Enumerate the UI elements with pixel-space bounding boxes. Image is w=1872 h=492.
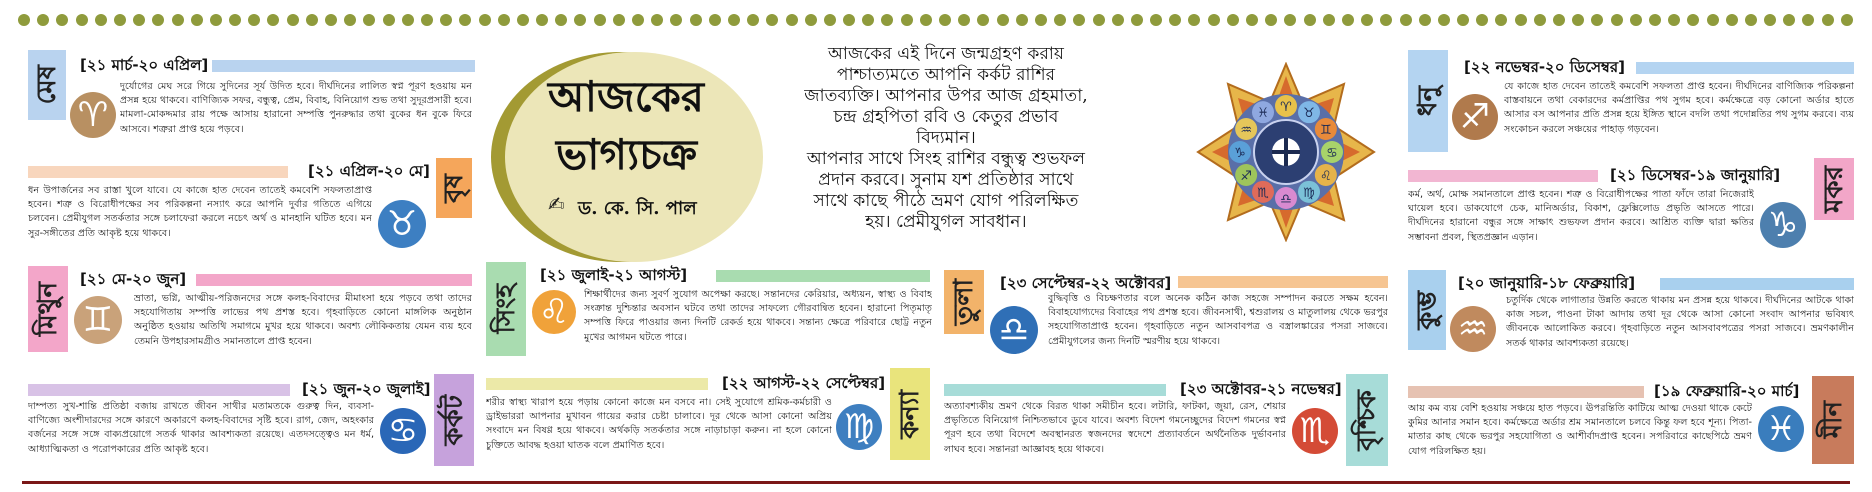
border-dot [1323, 14, 1335, 26]
border-dot [1227, 14, 1239, 26]
border-dot [670, 14, 682, 26]
wheel-sign-glyph: ♏ [1257, 185, 1269, 201]
sign-tag-brishchik: বৃশ্চিক [1346, 374, 1388, 466]
date-range: [২৩ সেপ্টেম্বর-২২ অক্টোবর] [996, 272, 1175, 297]
date-range: [২১ জুন-২০ জুলাই] [298, 378, 435, 403]
border-dot [306, 14, 318, 26]
pisces-icon: ♓ [1758, 406, 1804, 452]
wheel-sign-glyph: ♈ [1280, 100, 1292, 115]
sagittarius-icon: ♐ [1452, 94, 1498, 140]
border-dot [1035, 14, 1047, 26]
border-dot [651, 14, 663, 26]
sign-text: ভ্রাতা, ভগ্নি, আত্মীয়-পরিজনদের সঙ্গে কলহ-বিবাদের মীমাংসা হয়ে পড়বে তথা তাদের সহযোগিতায় সম্পত্তি লাভের পথ প্রশস্ত হবে। গৃহবাড়িতে কোনো মাঙ্গলিক অনুষ্ঠান অনুষ্ঠিত হওয়ায় অতিথি সমাগমে মুখর হয়ে থাকবে। অবশ্য লৌকিকতায় যেমন ব্যয় হবে তেমনি উপহারসামগ্রীও সমানতালে প্রাপ্ত হবেন। [134, 293, 472, 347]
border-dot [613, 14, 625, 26]
border-dot [786, 14, 798, 26]
border-dot [1783, 14, 1795, 26]
border-dot [939, 14, 951, 26]
sign-tag-makar: মকর [1814, 158, 1854, 220]
color-bar [716, 270, 930, 282]
date-range: [২১ মার্চ-২০ এপ্রিল] [76, 54, 212, 79]
date-range: [১৯ ফেব্রুয়ারি-২০ মার্চ] [1650, 380, 1803, 405]
aquarius-icon: ♒ [1450, 306, 1496, 352]
virgo-icon: ♍ [836, 404, 882, 450]
border-dot [267, 14, 279, 26]
intro-line: পাশ্চাত্যমতে আপনি কর্কট রাশির [836, 65, 1056, 85]
border-dot [1630, 14, 1642, 26]
sign-text: বুদ্ধিবৃত্তি ও বিচক্ষণতার বলে অনেক কঠিন কাজ সহজে সম্পাদন করতে সক্ষম হবেন। বিবাহযোগ্যদের বিবাহের পথ প্রশস্ত হবে। জীবনসাথী, শ্বশুরালয় ও মাতুলালয় থেকে ভরপুর সহযোগিতাপ্রাপ্ত হবেন। গৃহবাড়িতে নতুন আসবাবপত্র ও বস্ত্রালঙ্কারের পসরা সাজবে। প্রেমীযুগলের জন্য দিনটি স্মরণীয় হয়ে থাকবে। [1048, 293, 1388, 347]
border-dot [383, 14, 395, 26]
border-dot [1131, 14, 1143, 26]
gemini-icon: ♊ [74, 296, 122, 344]
border-dot [56, 14, 68, 26]
wheel-sign-glyph: ♎ [1280, 192, 1292, 207]
border-dot [402, 14, 414, 26]
border-dot [114, 14, 126, 26]
wheel-sign-glyph: ♓ [1257, 106, 1269, 122]
sign-tag-mithun: মিথুন [28, 266, 68, 352]
wheel-sign-glyph: ♉ [1303, 106, 1315, 122]
border-dot [1208, 14, 1220, 26]
border-dot [574, 14, 586, 26]
color-bar [28, 166, 288, 178]
border-dot [1054, 14, 1066, 26]
border-dot [1188, 14, 1200, 26]
border-dot [1016, 14, 1028, 26]
border-dot [709, 14, 721, 26]
border-dot [1591, 14, 1603, 26]
sign-text: চতুর্দিক থেকে লাগাতার উন্নতি করতে থাকায় মন প্রসন্ন হয়ে থাকবে। দীর্ঘদিনের আটকে থাকা কাজ সচল, পাওনা টাকা আদায় তথা দূর থেকে আসা কোনো সংবাদ আপনার ভবিষ্যৎ জীবনকে আলোকিত করবে। গৃহবাড়িতে নতুন আসবাবপত্রের পসরা সাজবে। ভ্রমণকালীন সতর্ক থাকার আবশ্যকতা রয়েছে। [1506, 295, 1854, 349]
wheel-sign-glyph: ♑ [1234, 146, 1246, 161]
wheel-sign-glyph: ♐ [1240, 169, 1252, 184]
border-dot [1726, 14, 1738, 26]
border-dot [690, 14, 702, 26]
border-dot [1572, 14, 1584, 26]
page-title: আজকের [548, 72, 704, 121]
sign-tag-kumbha: কুম্ভ [1408, 270, 1446, 350]
sign-text: যে কাজে হাত দেবেন তাতেই কমবেশি সফলতা প্রাপ্ত হবেন। দীর্ঘদিনের বাণিজ্যিক পরিকল্পনা বাস্তবায়নে তথা বেকারদের কর্মপ্রাপ্তির পথ সুগম হবে। কর্মক্ষেত্রে বড় কোনো অর্ডার হাতে আসার বস আপনার প্রতি প্রসন্ন হয়ে ইঙ্গিত স্থানে বদলি তথা পদোন্নতির পথ সুগম করবে। ব্যয় সংকোচন করলে সঞ্চয়ের পাহাড় গড়বেন। [1504, 81, 1854, 135]
intro-line: জাতব্যক্তি। আপনার উপর আজ গ্রহমাতা, [804, 86, 1088, 106]
border-dot [728, 14, 740, 26]
sign-text: অত্যাবশ্যকীয় ভ্রমণ থেকে বিরত থাকা সমীচীন হবে। লটারি, ফাটকা, জুয়া, রেস, শেয়ার প্রভৃতিতে বিনিয়োগ নিশ্চিতভাবে ডুবে যাবে। অবশ্য বিদেশ গমনেচ্ছুদের বিদেশ গমনের স্বপ্ন পূরণ হবে তথা বিদেশে অবস্থানরত স্বজনদের স্বদেশে প্রত্যাবর্তনে অর্থনৈতিক দুর্ভাবনার লাঘব হবে। সন্তানরা আজ্ঞাবহ হয়ে থাকবে। [944, 401, 1286, 455]
border-dot [1841, 14, 1853, 26]
border-dot [1342, 14, 1354, 26]
border-dot [287, 14, 299, 26]
border-dot [1553, 14, 1565, 26]
sign-text: শরীর স্বাস্থ্য খারাপ হয়ে পড়ায় কোনো কাজে মন বসবে না। সেই সুযোগে শ্রমিক-কর্মচারী ও ড্রাইভাররা আপনার মুখাবন গায়ের করার চেষ্টা চালাবে। দূর থেকে আসা কোনো অপ্রিয় সংবাদে মন বিষণ্ণ হয়ে থাকবে। অর্থকড়ি সতর্কতার সঙ্গে নাড়াচাড়া করুন। না হলে কোনো চুক্তিতে আবদ্ধ হওয়া ঘাতক বলে প্রমাণিত হবে। [486, 397, 832, 451]
aries-icon: ♈ [70, 92, 116, 138]
date-range: [২১ জুলাই-২১ আগস্ট] [536, 264, 691, 289]
border-dot [1687, 14, 1699, 26]
bottom-rule [22, 481, 1850, 484]
wheel-sign-glyph: ♋ [1326, 146, 1338, 161]
border-dot [977, 14, 989, 26]
border-dot [76, 14, 88, 26]
intro-line: প্রদান করবে। সুনাম যশ প্রতিষ্ঠার সাথে [818, 170, 1074, 190]
border-dot [248, 14, 260, 26]
date-range: [২২ আগস্ট-২২ সেপ্টেম্বর] [718, 372, 889, 397]
border-dot [363, 14, 375, 26]
wheel-sign-glyph: ♍ [1303, 185, 1315, 201]
date-range: [২১ মে-২০ জুন] [76, 268, 190, 293]
border-dot [997, 14, 1009, 26]
border-dot [1093, 14, 1105, 26]
border-dot [958, 14, 970, 26]
color-bar [1636, 62, 1854, 74]
intro-line: চন্দ্র গ্রহপিতা রবি ও কেতুর প্রভাব [833, 107, 1059, 127]
border-dot [536, 14, 548, 26]
border-dot [517, 14, 529, 26]
wheel-sign-glyph: ♊ [1320, 123, 1332, 138]
border-dot [421, 14, 433, 26]
border-dot [1457, 14, 1469, 26]
page-title-line2: ভাগ্যচক্র [556, 130, 697, 179]
sign-text: আয় কম ব্যয় বেশি হওয়ায় সঞ্চয়ে হাত পড়বে। ঊপরন্তিতি কাটিয়ে আত্ম দেওয়া থাকে কেটে কুমির আনার সমান হবে। কর্মক্ষেত্রে অর্ডার শ্রম সমানতালে চলবে কিন্তু ফল হবে শূন্য। পিতা-মাতার কাছ থেকে ভরপুর সহযোগিতা ও আশীর্বাদপ্রাপ্ত হবেন। সপরিবারে কাছেপিঠে ভ্রমণ যোগ পরিলক্ষিত হয়। [1408, 403, 1752, 457]
border-dot [1380, 14, 1392, 26]
border-dot [1073, 14, 1085, 26]
intro-text [776, 44, 1116, 233]
border-dot [1668, 14, 1680, 26]
border-dot [920, 14, 932, 26]
border-dot [1112, 14, 1124, 26]
border-dot [1304, 14, 1316, 26]
wheel-sign-glyph: ♌ [1320, 169, 1332, 184]
border-dot [766, 14, 778, 26]
border-dot [1611, 14, 1623, 26]
border-dot [901, 14, 913, 26]
sign-tag-dhanu: ধনু [1408, 50, 1448, 152]
leo-icon: ♌ [532, 290, 576, 334]
color-bar [1660, 278, 1854, 290]
sign-text: দুর্যোগের মেঘ সরে গিয়ে সুদিনের সূর্য উদিত হবে। দীর্ঘদিনের লালিত স্বপ্ন পূরণ হওয়ায় মন প্রসন্ন হয়ে থাকবে। বাণিজ্যিক সফর, বন্ধুত্ব, প্রেম, বিবাহ, বিনিয়োগ শুভ তথা সুদূরপ্রসারী হবে। মামলা-মোকদ্দমার রায় পক্ষে আসায় হারানো সম্পত্তি পুনরুদ্ধার তথা বুকের ধন বুকে ফিরে আসবে। শত্রুরা প্রাপ্ত হয়ে পড়বে। [120, 81, 472, 135]
border-dot [555, 14, 567, 26]
border-dot [440, 14, 452, 26]
border-dot [1169, 14, 1181, 26]
border-dot [1802, 14, 1814, 26]
border-dot [843, 14, 855, 26]
sign-tag-mesh: মেষ [28, 50, 66, 120]
border-dot [229, 14, 241, 26]
scorpio-icon: ♏ [1292, 408, 1338, 454]
border-dot [191, 14, 203, 26]
border-dot [325, 14, 337, 26]
border-dot [37, 14, 49, 26]
color-bar [200, 60, 475, 72]
color-bar [486, 378, 708, 390]
border-dot [862, 14, 874, 26]
border-dot [1265, 14, 1277, 26]
border-dot [1822, 14, 1834, 26]
border-dot [1419, 14, 1431, 26]
date-range: [২২ নভেম্বর-২০ ডিসেম্বর] [1460, 56, 1629, 81]
date-range: [২১ এপ্রিল-২০ মে] [304, 160, 434, 185]
border-dot [1284, 14, 1296, 26]
border-dot [210, 14, 222, 26]
border-dot [344, 14, 356, 26]
cancer-icon: ♋ [380, 408, 426, 454]
border-dot [594, 14, 606, 26]
sign-tag-kanya: কন্যা [890, 368, 930, 460]
color-bar [1408, 170, 1598, 182]
pen-icon: ✍ [548, 192, 565, 216]
border-dot [1246, 14, 1258, 26]
border-dot [1707, 14, 1719, 26]
border-dot [805, 14, 817, 26]
sign-tag-meen: মীন [1812, 376, 1854, 464]
color-bar [1408, 386, 1644, 398]
intro-line: আপনার সাথে সিংহ রাশির বন্ধুত্ব শুভফল [806, 149, 1086, 169]
border-dot [459, 14, 471, 26]
border-dot [881, 14, 893, 26]
border-dot [1745, 14, 1757, 26]
intro-line: আজকের এই দিনে জন্মগ্রহণ করায় [827, 44, 1065, 64]
intro-line: সাথে কাছে পীঠে ভ্রমণ যোগ পরিলক্ষিত [813, 191, 1079, 211]
sign-text: দাম্পত্য সুখ-শান্তি প্রতিষ্ঠা বজায় রাখতে জীবন সাথীর মতামতকে গুরুত্ব দিন, ব্যবসা-বাণিজ্যে অংশীদারদের সঙ্গে কারণে অকারণে কলহ-বিবাদের সৃষ্টি হবে। রাগ, জেদ, অহংকার বর্জনের সঙ্গে সঙ্গে বাক্যপ্রয়োগে সতর্ক থাকার আবশ্যকতা রয়েছে। এতদসত্ত্বেও মন ধর্ম, আধ্যাত্মিকতা ও পরোপকারের প্রতি আকৃষ্ট হবে। [28, 401, 374, 455]
sign-text: শিক্ষার্থীদের জন্য সুবর্ণ সুযোগ অপেক্ষা করছে। সন্তানদের কেরিয়ার, অধ্যয়ন, স্বাস্থ্য ও বিবাহ সংক্রান্ত দুশ্চিন্তার অবসান ঘটবে তথা তাদের সাফল্যে গৌরবান্বিত হবেন। হারানো পিতৃমাতৃ সম্পত্তি ফিরে পাওয়ার জন্য দিনটি রেকর্ড হয়ে থাকবে। সন্তান্য ক্ষেত্রে পরিবারে ছোট্ট নতুন মুখের আগমন ঘটতে পারে। [584, 289, 932, 343]
border-dot [1400, 14, 1412, 26]
intro-line: হয়। প্রেমীযুগল সাবধান। [865, 212, 1027, 232]
border-dot [1495, 14, 1507, 26]
intro-line: বিদ্যমান। [916, 128, 976, 148]
border-dot [498, 14, 510, 26]
color-bar [944, 384, 1166, 396]
border-dot [1438, 14, 1450, 26]
date-range: [২০ জানুয়ারি-১৮ ফেব্রুয়ারি] [1454, 272, 1639, 297]
border-dot [1361, 14, 1373, 26]
sign-text: ধন উপার্জনের সব রাস্তা খুলে যাবে। যে কাজে হাত দেবেন তাতেই কমবেশি সফলতাপ্রাপ্ত হবেন। শত্রু ও বিরোধীপক্ষের সব পরিকল্পনা নস্যাৎ করে আপনি দুর্বার গতিতে এগিয়ে চলবেন। প্রেমীযুগল সতর্কতার সঙ্গে চলাফেরা করলে নচেৎ অর্থ ও মানহানি ঘটিত হবে। মন সুর-সঙ্গীতের প্রতি আকৃষ্ট হয়ে থাকবে। [28, 185, 372, 239]
border-dot [747, 14, 759, 26]
wheel-sign-glyph: ♒ [1240, 123, 1252, 138]
color-bar [1178, 276, 1388, 288]
date-range: [২১ ডিসেম্বর-১৯ জানুয়ারি] [1606, 164, 1784, 189]
sign-tag-tula: তুলা [944, 270, 984, 334]
sign-text: কর্ম, অর্থ, মোক্ষ সমানতালে প্রাপ্ত হবেন। শত্রু ও বিরোধীপক্ষের পাতা ফাঁদে তারা নিজেরাই ঘায়েল হবে। ডাকযোগে চেক, মানিঅর্ডার, বিকাশ, ফ্লেক্সিলোড প্রভৃতি আসতে পারে। দীর্ঘদিনের হারানো বন্ধুর সঙ্গে সাক্ষাৎ শুভফল প্রদান করবে। আশ্রিত ব্যক্তি দ্বারা ক্ষতির সম্ভাবনা প্রবল, স্থিতপ্রজ্ঞান এড়ান। [1408, 189, 1754, 243]
border-dot [152, 14, 164, 26]
border-dot [824, 14, 836, 26]
border-dot [1150, 14, 1162, 26]
color-bar [28, 384, 290, 396]
border-dot [1476, 14, 1488, 26]
author-name: ড. কে. সি. পাল [578, 198, 697, 219]
border-dot [1649, 14, 1661, 26]
border-dot [1534, 14, 1546, 26]
sign-tag-karkat: কর্কট [434, 374, 474, 466]
libra-icon: ♎ [990, 306, 1038, 354]
sign-tag-brish: বৃষ [436, 158, 472, 218]
zodiac-wheel-image [1196, 62, 1376, 242]
date-range: [২৩ অক্টোবর-২১ নভেম্বর] [1176, 378, 1346, 403]
border-dot [172, 14, 184, 26]
taurus-icon: ♉ [378, 200, 426, 248]
border-dot [1764, 14, 1776, 26]
border-dot [95, 14, 107, 26]
border-dot [18, 14, 30, 26]
color-bar [196, 274, 472, 286]
border-dot [479, 14, 491, 26]
border-dot [133, 14, 145, 26]
sign-tag-singha: সিংহ [486, 262, 526, 356]
top-dot-border [18, 14, 1854, 28]
border-dot [1515, 14, 1527, 26]
capricorn-icon: ♑ [1760, 202, 1806, 248]
border-dot [632, 14, 644, 26]
